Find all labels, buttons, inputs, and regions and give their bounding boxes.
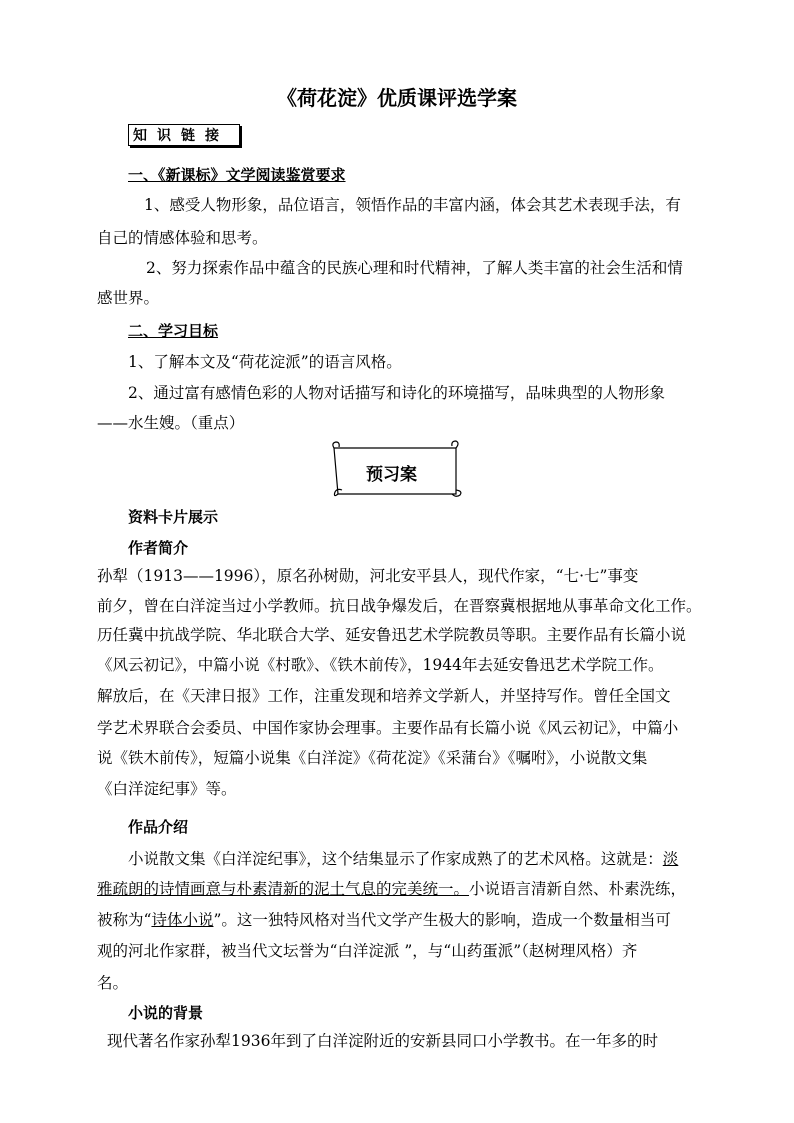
card-heading: 资料卡片展示 xyxy=(128,508,219,526)
work-line-2 xyxy=(97,877,686,899)
section1-item2-line2: 感世界。 xyxy=(97,289,160,307)
background-heading: 小说的背景 xyxy=(128,1004,204,1022)
author-heading: 作者简介 xyxy=(128,539,189,557)
work-line-1-text: 小说散文集《白洋淀纪事》，这个结集显示了作家成熟了的艺术风格。这就是： xyxy=(128,850,663,868)
work-line-3-a: 被称为“ xyxy=(97,911,152,929)
work-line-3-b: ”。这一独特风格对当代文学产生极大的影响，造成一个数量相当可 xyxy=(213,911,671,929)
background-line-1: 现代著名作家孙犁1936年到了白洋淀附近的安新县同口小学教书。在一年多的时 xyxy=(107,1032,658,1050)
work-line-2-underlined: 雅疏朗的诗情画意与朴素清新的泥土气息的完美统一。 xyxy=(97,880,470,898)
section1-item1-line2: 自己的情感体验和思考。 xyxy=(97,229,268,247)
author-line-2: 前夕，曾在白洋淀当过小学教师。抗日战争爆发后，在晋察冀根据地从事革命文化工作。 xyxy=(97,597,702,615)
author-line-5: 解放后，在《天津日报》工作，注重发现和培养文学新人，并坚持写作。曾任全国文 xyxy=(97,687,671,705)
work-line-3 xyxy=(97,908,671,930)
work-line-1 xyxy=(128,847,678,869)
goal-2-line1: 2、通过富有感情色彩的人物对话描写和诗化的环境描写，品味典型的人物形象 xyxy=(128,384,665,402)
section1-item2-line1: 2、努力探索作品中蕴含的民族心理和时代精神，了解人类丰富的社会生活和情 xyxy=(146,259,683,277)
page-title: 《荷花淀》优质课评选学案 xyxy=(277,86,517,110)
author-line-4: 《风云初记》，中篇小说《村歌》、《铁木前传》，1944年去延安鲁迅艺术学院工作。 xyxy=(97,656,664,674)
author-line-8: 《白洋淀纪事》等。 xyxy=(97,780,237,798)
work-line-1-underlined: 淡 xyxy=(662,850,679,868)
goal-2-line2: ——水生嫂。（重点） xyxy=(97,414,245,432)
work-line-5: 名。 xyxy=(97,974,129,992)
knowledge-link-heading: 知识链接 xyxy=(128,124,240,146)
author-line-6: 学艺术界联合会委员、中国作家协会理事。主要作品有长篇小说《风云初记》，中篇小 xyxy=(97,719,679,737)
work-line-3-underlined: 诗体小说 xyxy=(151,911,214,929)
section1-item1-line1: 1、感受人物形象，品位语言，领悟作品的丰富内涵，体会其艺术表现手法，有 xyxy=(144,196,681,214)
goal-1: 1、了解本文及“荷花淀派”的语言风格。 xyxy=(128,353,402,371)
author-line-1: 孙犁（1913——1996），原名孙树勋，河北安平县人，现代作家，“七·七”事变 xyxy=(97,567,639,585)
section2-heading: 二、学习目标 xyxy=(128,322,219,340)
preview-label: 预习案 xyxy=(366,465,417,485)
work-heading: 作品介绍 xyxy=(128,818,189,836)
work-line-2-text: 小说语言清新自然、朴素洗练， xyxy=(469,880,687,898)
section1-heading: 一、《新课标》文学阅读鉴赏要求 xyxy=(128,166,346,184)
author-line-3: 历任冀中抗战学院、华北联合大学、延安鲁迅艺术学院教员等职。主要作品有长篇小说 xyxy=(97,626,687,644)
work-line-4: 观的河北作家群，被当代文坛誉为“白洋淀派 ”，与“山药蛋派”（赵树理风格）齐 xyxy=(97,942,638,960)
author-line-7: 说《铁木前传》，短篇小说集《白洋淀》《荷花淀》《采蒲台》《嘱咐》，小说散文集 xyxy=(97,749,648,767)
